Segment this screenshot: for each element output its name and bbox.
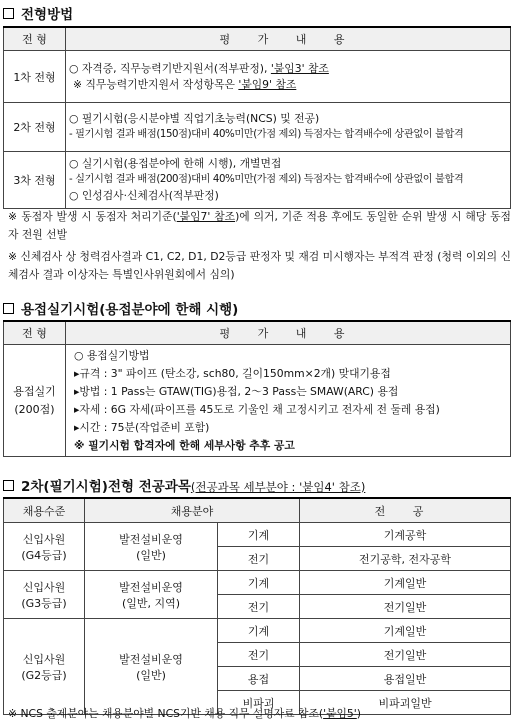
content-text: ○ 자격증, 직무능력기반지원서(적부판정), (69, 61, 271, 75)
table-row (4, 51, 511, 103)
col-header-stage: 전 형 (4, 321, 66, 345)
field-type: (일반, 지역) (121, 596, 181, 610)
note-text: ※ NCS 출제분야는 채용분야별 NCS기반 채용 직무 설명자료 참조( (8, 707, 324, 720)
content-line: ○ 인성검사·신체검사(적부판정) (69, 189, 219, 202)
col-header-major: 전 공 (300, 498, 511, 523)
major-cell: 기계공학 (300, 523, 511, 547)
major-cell: 용접일반 (300, 667, 511, 691)
content-line: - 필기시험 결과 배점(150점)대비 40%미만(가점 제외) 득점자는 합격배수에 상관없이 불합격 (69, 129, 464, 140)
appendix-reference: '붙임9' 참조 (238, 77, 297, 91)
area-cell: 전기 (218, 595, 300, 619)
content-note: ※ 필기시험 합격자에 한해 세부사항 추후 공고 (74, 438, 295, 452)
appendix-reference: '붙임5' (323, 707, 357, 720)
major-cell: 전기공학, 전자공학 (300, 547, 511, 571)
area-cell: 기계 (218, 619, 300, 643)
appendix-reference: '붙임7' 참조 (176, 210, 236, 223)
section2-title-text: 용접실기시험(용접분야에 한해 시행) (21, 302, 239, 318)
col-header-content: 평 가 내 용 (66, 27, 511, 51)
level-cell (4, 523, 85, 571)
section3-title-text: 2차(필기시험)전형 전공과목 (21, 479, 191, 495)
section3-subtitle: (전공과목 세부분야 : '붙임4' 참조) (190, 480, 366, 494)
major-cell: 전기일반 (300, 643, 511, 667)
table-row (4, 619, 511, 643)
area-cell: 용접 (218, 667, 300, 691)
content-line: ▸자세 : 6G 자세(파이프를 45도로 기울인 채 고정시키고 전자세 전 둘레 용접) (74, 402, 440, 416)
square-bullet-icon (3, 480, 14, 491)
content-line: ▸규격 : 3" 파이프 (탄소강, sch80, 길이150mm×2개) 맞대기용접 (74, 366, 391, 380)
area-cell: 기계 (218, 571, 300, 595)
content-line (69, 61, 507, 77)
content-line: ▸방법 : 1 Pass는 GTAW(TIG)용접, 2～3 Pass는 SMAW(ARC) 용접 (74, 384, 399, 398)
col-header-level: 채용수준 (4, 498, 85, 523)
field-text: 발전설비운영 (119, 580, 183, 594)
hearing-test-note: ※ 신체검사 상 청력검사결과 C1, C2, D1, D2등급 판정자 및 재검 미시행자는 부적격 판정 (청력 이외의 신체검사 결과 이상자는 특별인사위원회에서 심의) (8, 250, 511, 281)
field-cell (85, 571, 218, 619)
table-row (4, 103, 511, 152)
section-title-major-subjects (3, 475, 365, 495)
table-row (4, 523, 511, 547)
note-text: )에 의거, 기준 적용 후에도 동일한 순위 발생 시 해당 동점자 전원 선발 (8, 210, 511, 241)
major-subjects-table (3, 497, 511, 715)
section1-title-text: 전형방법 (21, 7, 74, 23)
area-cell: 전기 (218, 547, 300, 571)
level-grade: (G4등급) (21, 548, 67, 562)
content-line (69, 77, 507, 93)
note-text: ※ 동점자 발생 시 동점자 처리기준( (8, 210, 177, 223)
stage-cell: 2차 전형 (4, 103, 66, 152)
note-text: ) (356, 707, 361, 720)
table-row (4, 571, 511, 595)
level-cell (4, 619, 85, 715)
stage-cell (4, 345, 66, 457)
col-header-content: 평 가 내 용 (66, 321, 511, 345)
section-title-selection-method (3, 3, 73, 23)
section-title-welding-test (3, 298, 238, 318)
table-row (4, 152, 511, 209)
table-row (4, 345, 511, 457)
major-cell: 전기일반 (300, 595, 511, 619)
area-cell: 기계 (218, 523, 300, 547)
content-line: ○ 필기시험(응시분야별 직업기초능력(NCS) 및 전공) (69, 112, 320, 125)
content-cell (66, 103, 511, 152)
level-grade: (G2등급) (21, 668, 67, 682)
field-type: (일반) (136, 668, 166, 682)
level-text: 신입사원 (22, 652, 66, 666)
field-cell (85, 619, 218, 715)
field-text: 발전설비운영 (119, 652, 183, 666)
area-cell: 전기 (218, 643, 300, 667)
content-text: ※ 직무능력기반지원서 작성항목은 (73, 77, 239, 91)
major-cell: 비파괴일반 (300, 691, 511, 715)
ncs-note (8, 705, 511, 723)
level-cell (4, 571, 85, 619)
level-text: 신입사원 (22, 532, 66, 546)
major-cell: 기계일반 (300, 571, 511, 595)
stage-score: (200점) (14, 402, 55, 416)
stage-cell: 3차 전형 (4, 152, 66, 209)
level-text: 신입사원 (22, 580, 66, 594)
content-line: - 실기시험 결과 배점(200점)대비 40%미만(가점 제외) 득점자는 합격배수에 상관없이 불합격 (69, 174, 464, 185)
tie-breaker-note (8, 208, 511, 244)
selection-method-table (3, 26, 511, 209)
field-text: 발전설비운영 (119, 532, 183, 546)
content-line: ▸시간 : 75분(작업준비 포함) (74, 420, 210, 434)
col-header-stage: 전 형 (4, 27, 66, 51)
content-cell (66, 51, 511, 103)
field-cell (85, 523, 218, 571)
major-cell: 기계일반 (300, 619, 511, 643)
content-line: ○ 용접실기방법 (74, 348, 150, 362)
col-header-field: 채용분야 (85, 498, 300, 523)
content-line: ○ 실기시험(용접분야에 한해 시행), 개별면접 (69, 157, 282, 170)
stage-cell: 1차 전형 (4, 51, 66, 103)
appendix-reference: '붙임3' 참조 (270, 61, 329, 75)
content-cell (66, 152, 511, 209)
square-bullet-icon (3, 303, 14, 314)
content-cell (66, 345, 511, 457)
square-bullet-icon (3, 8, 14, 19)
area-cell: 비파괴 (218, 691, 300, 715)
welding-test-table (3, 320, 511, 457)
field-type: (일반) (136, 548, 166, 562)
level-grade: (G3등급) (21, 596, 67, 610)
stage-text: 용접실기 (13, 384, 56, 398)
